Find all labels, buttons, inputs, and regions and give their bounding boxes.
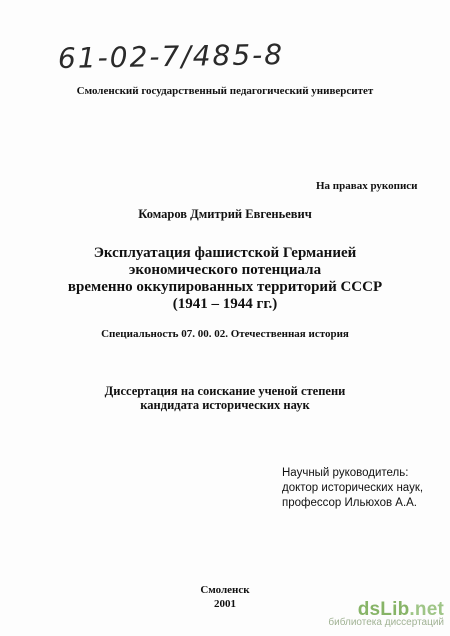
supervisor-line: Научный руководитель:: [282, 467, 409, 479]
author-name: Комаров Дмитрий Евгеньевич: [138, 207, 312, 221]
degree-line: кандидата исторических наук: [140, 398, 310, 412]
archive-number: 61-02-7/485-8: [57, 38, 285, 75]
watermark-brand-suffix: .net: [409, 599, 444, 620]
manuscript-rights: На правах рукописи: [316, 180, 418, 192]
degree-statement: [0, 384, 450, 412]
publication-year: 2001: [214, 598, 236, 610]
title-line: экономического потенциала: [128, 262, 322, 278]
dissertation-title: [40, 245, 410, 313]
title-line: (1941 – 1944 гг.): [172, 296, 278, 312]
city-name: Смоленск: [200, 584, 250, 596]
title-line: временно оккупированных территорий СССР: [67, 279, 383, 295]
watermark-brand-prefix: dsLib: [357, 599, 410, 620]
title-line: Эксплуатация фашистской Германией: [93, 245, 357, 261]
watermark-logo: [328, 599, 444, 620]
supervisor-line: доктор исторических наук,: [282, 482, 424, 494]
university-name: Смоленский государственный педагогический университет: [76, 85, 374, 97]
watermark-subtitle: библиотека диссертаций: [328, 617, 444, 628]
specialty-line: Специальность 07. 00. 02. Отечественная история: [101, 328, 349, 340]
supervisor-line: профессор Ильюхов А.А.: [282, 497, 418, 509]
degree-line: Диссертация на соискание ученой степени: [104, 384, 346, 398]
site-watermark: [328, 599, 444, 629]
supervisor-block: [282, 466, 423, 511]
